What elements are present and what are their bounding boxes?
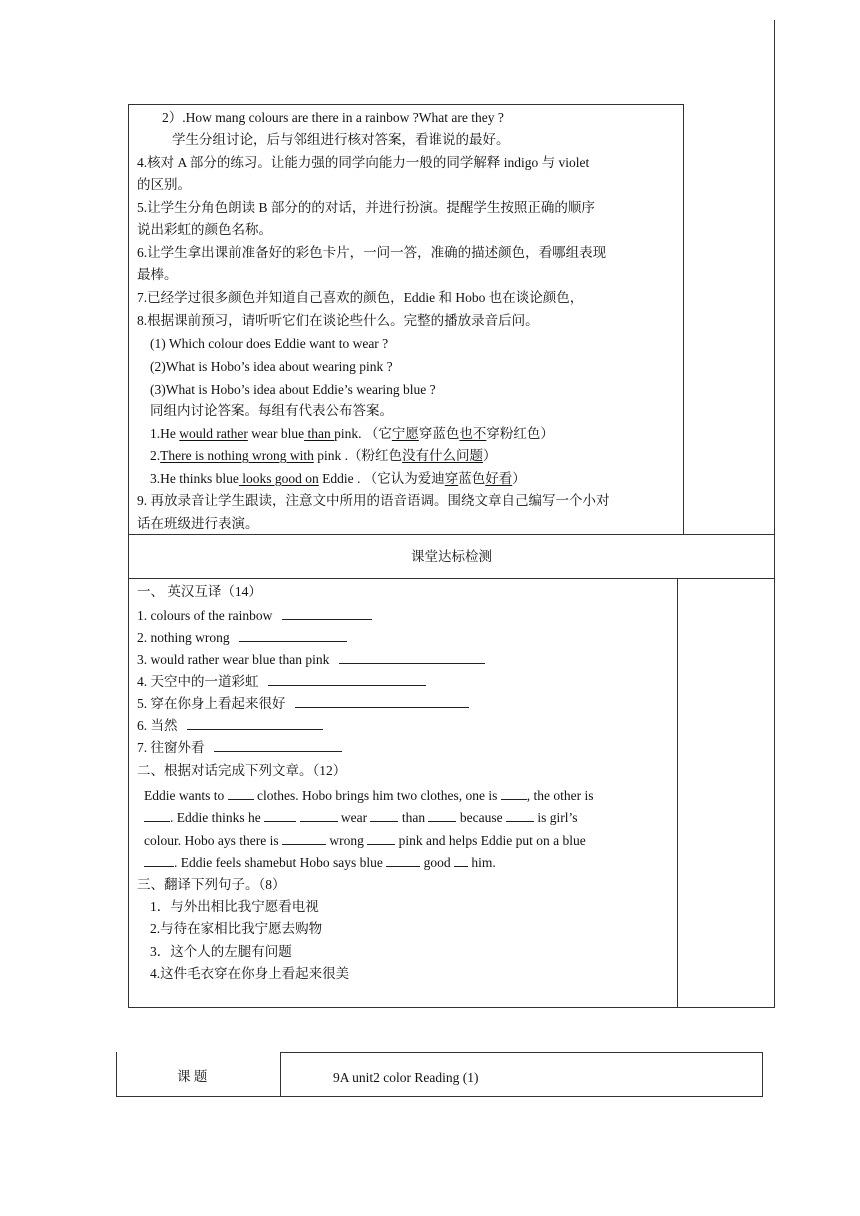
table-border-left-upper: [128, 104, 129, 579]
question-line: (1) Which colour does Eddie want to wear ?: [150, 336, 389, 351]
translate-sentence: 2.与待在家相比我宁愿去购物: [150, 921, 323, 936]
translation-item: 1. colours of the rainbow: [137, 607, 372, 625]
step-line: 8.根据课前预习，请听听它们在谈论些什么。完整的播放录音后问。: [137, 313, 539, 328]
translate-sentence: 4.这件毛衣穿在你身上看起来很美: [150, 966, 350, 981]
footer-title-value: 9A unit2 color Reading (1): [333, 1070, 479, 1085]
cloze-blank[interactable]: [506, 809, 534, 822]
part2-title: 二、根据对话完成下列文章。（12）: [137, 763, 347, 778]
translate-sentence: 3．这个人的左腿有问题: [150, 944, 292, 959]
translation-item: 2. nothing wrong: [137, 629, 347, 647]
cloze-blank[interactable]: [282, 832, 326, 845]
table-row-line-1: [128, 534, 775, 535]
table-border-top: [128, 104, 684, 105]
step-line: 9. 再放录音让学生跟读，注意文中所用的语音语调。围绕文章自己编写一个小对: [137, 493, 610, 508]
step-line: 同组内讨论答案。每组有代表公布答案。: [150, 403, 393, 418]
step-line: 5.让学生分角色朗读 B 部分的的对话，并进行扮演。提醒学生按照正确的顺序: [137, 200, 595, 215]
table-border-left-lower: [128, 578, 129, 1008]
translation-item: 6. 当然: [137, 717, 323, 735]
step-line: 2）.How mang colours are there in a rainbow ?What are they ?: [162, 110, 504, 125]
footer-table-left: [116, 1052, 117, 1097]
step-line: 6.让学生拿出课前准备好的彩色卡片，一问一答，准确的描述颜色，看哪组表现: [137, 245, 607, 260]
cloze-blank[interactable]: [386, 854, 420, 867]
cloze-blank[interactable]: [228, 787, 254, 800]
question-line: (2)What is Hobo’s idea about wearing pink ?: [150, 359, 393, 374]
step-line: 学生分组讨论，后与邻组进行核对答案，看谁说的最好。: [172, 132, 510, 147]
question-line: (3)What is Hobo’s idea about Eddie’s wearing blue ?: [150, 382, 436, 397]
part1-title: 一、 英汉互译（14）: [137, 584, 262, 599]
cloze-line-1: Eddie wants to clothes. Hobo brings him two clothes, one is , the other is: [144, 788, 594, 803]
table-border-right: [774, 20, 775, 1008]
footer-label: 课 题: [177, 1069, 208, 1084]
translation-item: 4. 天空中的一道彩虹: [137, 673, 426, 691]
cloze-blank[interactable]: [501, 787, 527, 800]
step-line: 说出彩虹的颜色名称。: [137, 222, 272, 237]
step-line: 最棒。: [137, 267, 178, 282]
table-divider-lower: [677, 578, 678, 1008]
answer-line-2: 2.There is nothing wrong with pink .（粉红色没有什么问题）: [150, 448, 497, 463]
step-line: 7.已经学过很多颜色并知道自己喜欢的颜色，Eddie 和 Hobo 也在谈论颜色，: [137, 290, 584, 305]
footer-table-right: [762, 1052, 763, 1097]
answer-blank[interactable]: [187, 717, 323, 730]
answer-blank[interactable]: [339, 651, 485, 664]
answer-blank[interactable]: [239, 629, 347, 642]
footer-table-top: [280, 1052, 763, 1053]
step-line: 的区别。: [137, 177, 191, 192]
cloze-line-2: . Eddie thinks he wear than because is girl’s: [144, 809, 577, 827]
cloze-line-4: . Eddie feels shamebut Hobo says blue good him.: [144, 854, 496, 872]
step-line: 话在班级进行表演。: [137, 516, 259, 531]
translation-item: 7. 往窗外看: [137, 739, 342, 757]
cloze-blank[interactable]: [454, 854, 468, 867]
footer-table-divider: [280, 1052, 281, 1097]
translation-item: 3. would rather wear blue than pink: [137, 651, 485, 669]
answer-blank[interactable]: [214, 739, 342, 752]
translate-sentence: 1．与外出相比我宁愿看电视: [150, 899, 319, 914]
table-border-bottom: [128, 1007, 775, 1008]
answer-line-1: 1.He would rather wear blue than pink. （它宁愿穿蓝色也不穿粉红色）: [150, 426, 554, 441]
cloze-blank[interactable]: [264, 809, 296, 822]
table-divider-upper: [683, 104, 684, 534]
translation-item: 5. 穿在你身上看起来很好: [137, 695, 469, 713]
answer-blank[interactable]: [295, 695, 469, 708]
cloze-blank[interactable]: [370, 809, 398, 822]
answer-line-3: 3.He thinks blue looks good on Eddie . （它认为爱迪穿蓝色好看）: [150, 471, 526, 486]
step-line: 4.核对 A 部分的练习。让能力强的同学向能力一般的同学解释 indigo 与 violet: [137, 155, 590, 170]
cloze-blank[interactable]: [428, 809, 456, 822]
answer-blank[interactable]: [268, 673, 426, 686]
footer-table-bottom: [116, 1096, 763, 1097]
cloze-line-3: colour. Hobo ays there is wrong pink and helps Eddie put on a blue: [144, 833, 586, 848]
cloze-blank[interactable]: [144, 854, 174, 867]
cloze-blank[interactable]: [144, 809, 170, 822]
answer-blank[interactable]: [282, 607, 372, 620]
cloze-blank[interactable]: [300, 809, 338, 822]
part3-title: 三、翻译下列句子。（8）: [137, 877, 286, 892]
section-header: 课堂达标检测: [411, 549, 492, 564]
cloze-blank[interactable]: [367, 832, 395, 845]
